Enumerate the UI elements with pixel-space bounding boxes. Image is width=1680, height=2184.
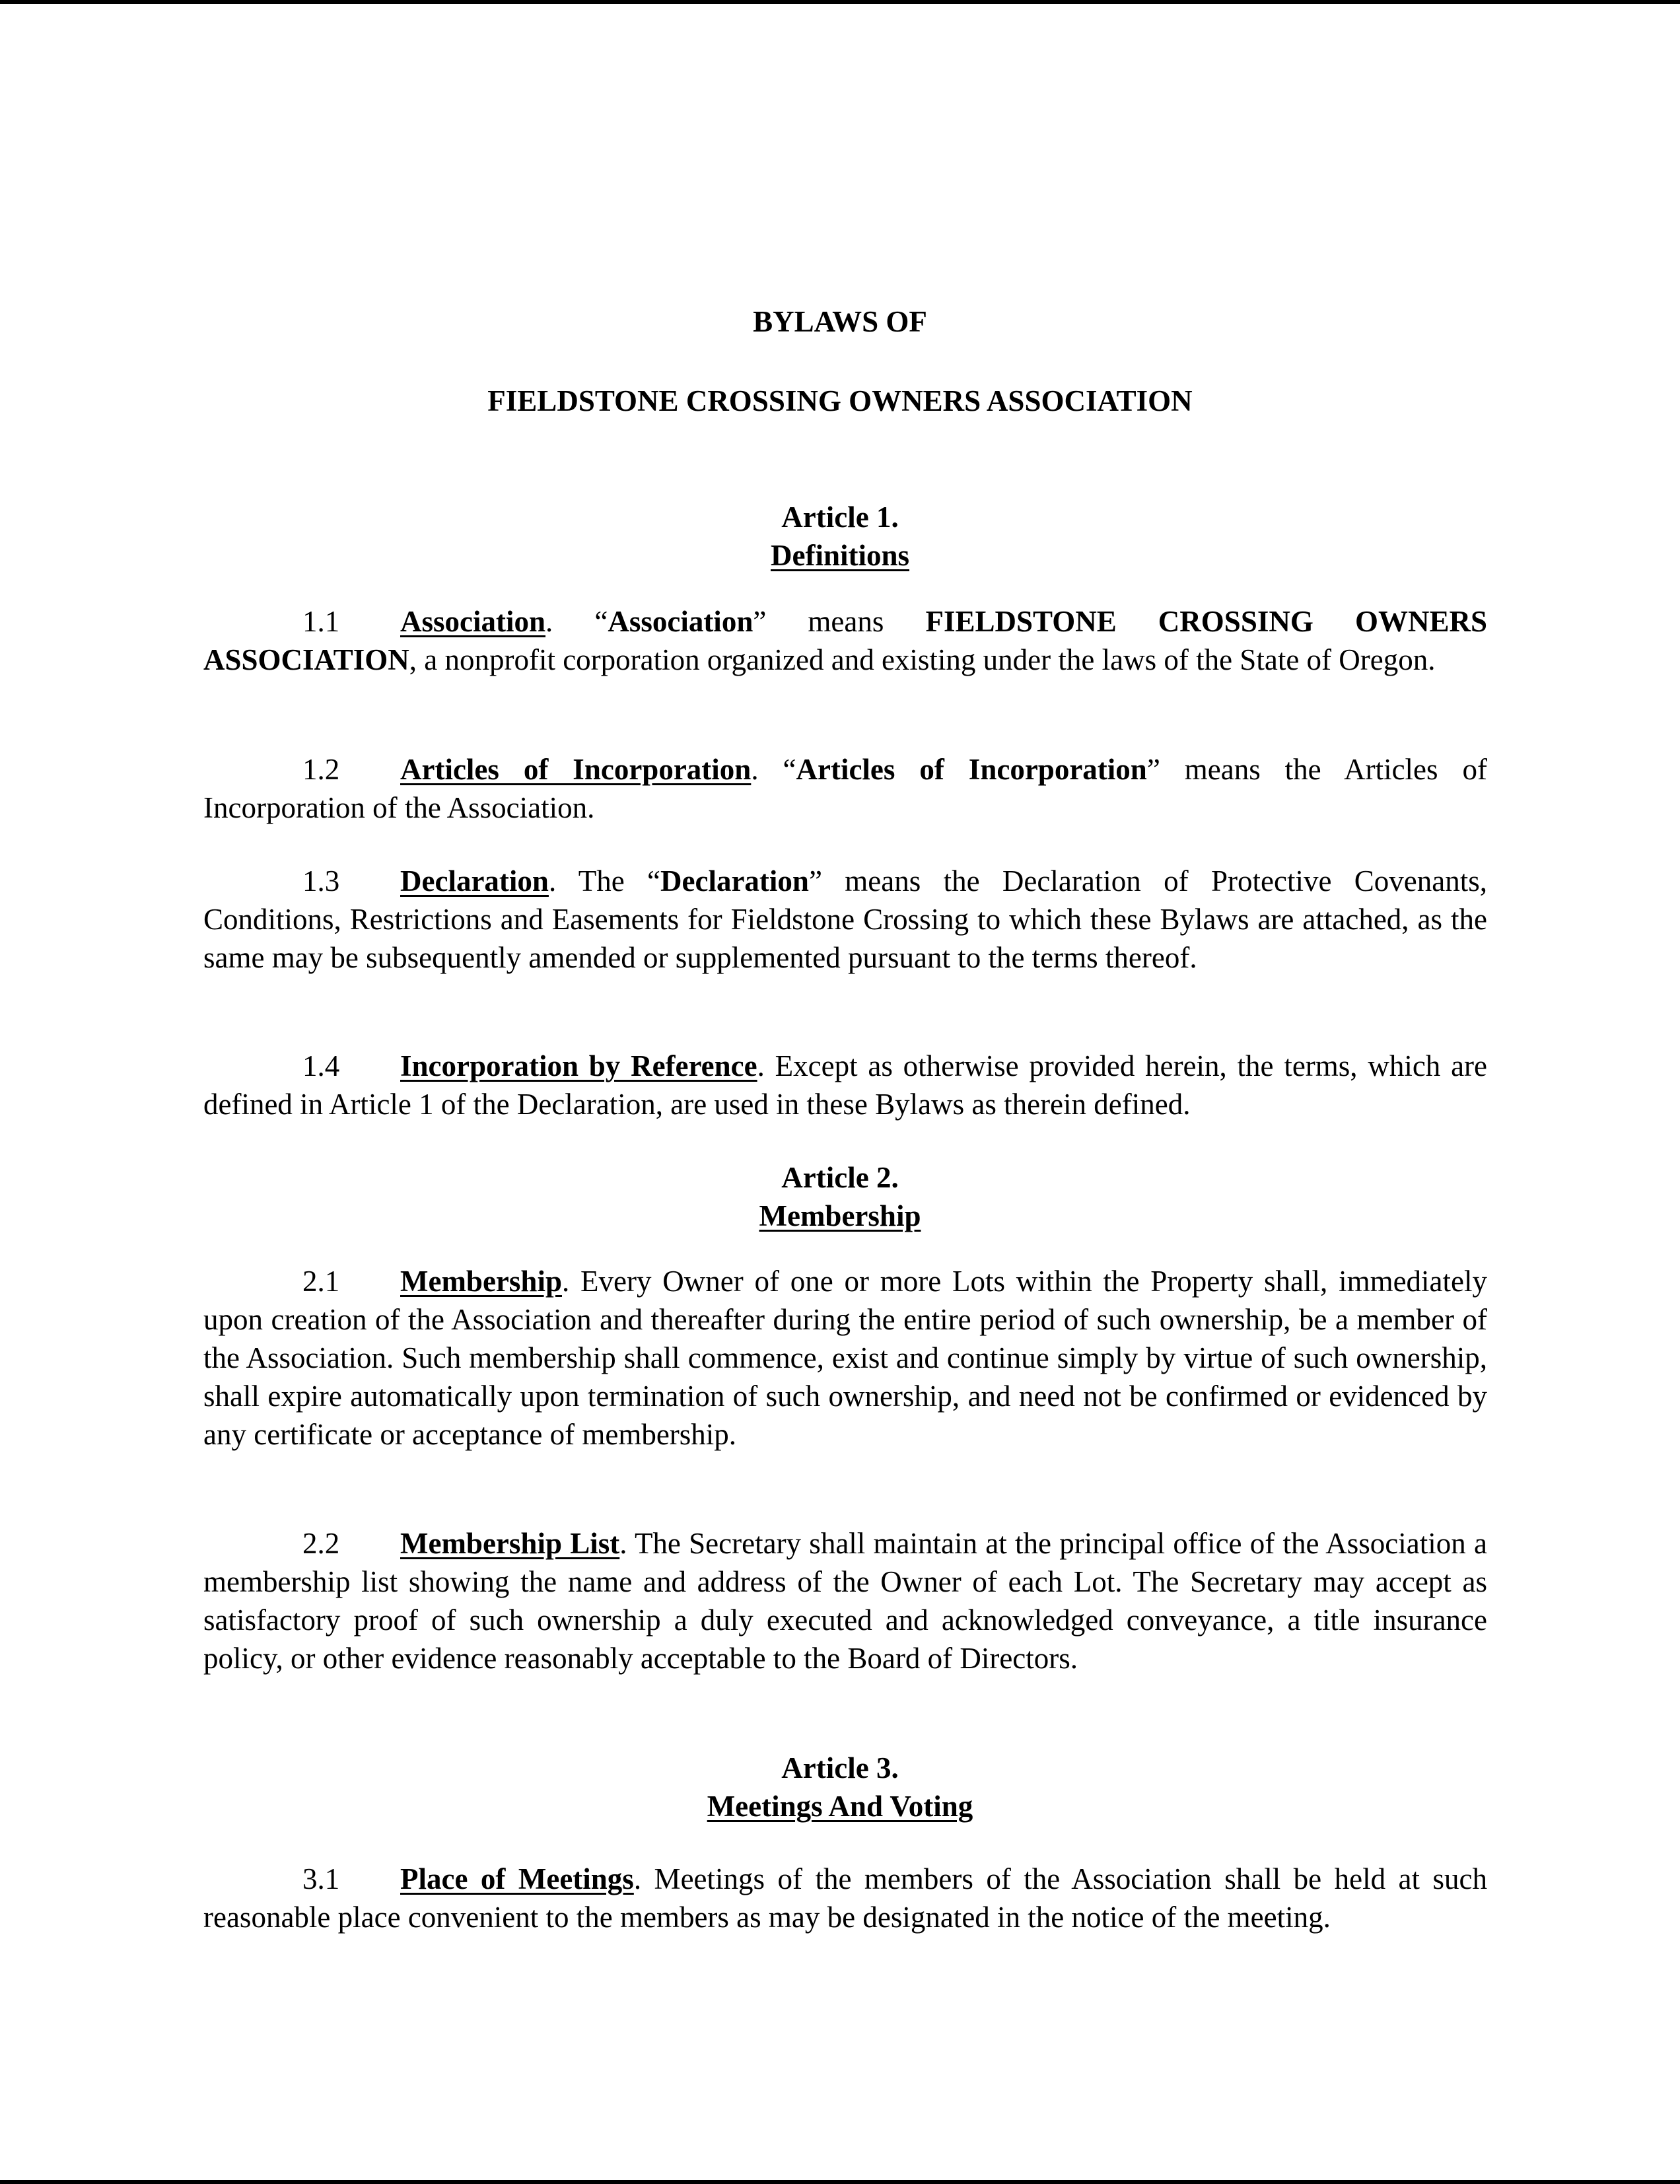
section-text: ” means: [753, 605, 926, 638]
section-text: . The Secretary shall maintain at the principal office of the Association a membership list showing the name and address of the Owner of each Lot. The Secretary may accept as satisfactory proof of such ownership a duly executed and acknowledged conveyance, a title insurance policy, or other evidence reasonably acceptable to the Board of Directors.: [203, 1527, 1487, 1675]
section-text: . Meetings of the members of the Association shall be held at such reasonable place convenient to the members as may be designated in the notice of the meeting.: [203, 1862, 1487, 1934]
association-name: FIELDSTONE CROSSING OWNERS ASSOCIATION: [203, 605, 1487, 676]
section-heading: Association: [400, 605, 546, 638]
section-text: . “: [751, 753, 796, 786]
section-number: 2.2: [302, 1527, 340, 1560]
article-number: Article 1.: [781, 501, 899, 534]
document-title-line-1: BYLAWS OF: [753, 305, 927, 338]
section-number: 1.1: [302, 605, 340, 638]
section-number: 1.2: [302, 753, 340, 786]
defined-term: Association: [608, 605, 753, 638]
section-1-1: [203, 602, 1487, 679]
defined-term: Articles of Incorporation: [796, 753, 1147, 786]
document-title-line-2: FIELDSTONE CROSSING OWNERS ASSOCIATION: [487, 384, 1193, 417]
section-heading: Membership List: [400, 1527, 620, 1560]
section-number: 2.1: [302, 1265, 340, 1298]
section-text: . Every Owner of one or more Lots within the Property shall, immediately upon creation of the Association and thereafter during the entire period of such ownership, be a member of the Association. Such membership shall commence, exist and continue simply by virtue of such ownership, shall expire automatically upon termination of such ownership, and need not be confirmed or evidenced by any certificate or acceptance of membership.: [203, 1265, 1487, 1451]
article-number: Article 3.: [781, 1751, 899, 1784]
section-2-2: [203, 1524, 1487, 1677]
section-text: . Except as otherwise provided herein, the terms, which are defined in Article 1 of the Declaration, are used in these Bylaws as therein defined.: [203, 1049, 1487, 1121]
article-3-heading: [0, 1749, 1680, 1825]
section-number: 1.4: [302, 1049, 340, 1082]
section-1-3: [203, 862, 1487, 977]
section-2-1: [203, 1262, 1487, 1454]
section-heading: Place of Meetings: [400, 1862, 634, 1895]
section-heading: Membership: [400, 1265, 562, 1298]
section-text: ” means the Declaration of Protective Covenants, Conditions, Restrictions and Easements for Fieldstone Crossing to which these Bylaws are attached, as the same may be subsequently amended or supplemented pursuant to the terms thereof.: [203, 864, 1487, 974]
section-heading: Declaration: [400, 864, 549, 898]
section-text: . The “: [548, 864, 661, 898]
article-name: Definitions: [770, 539, 909, 572]
section-heading: Incorporation by Reference: [400, 1049, 757, 1082]
section-text: ” means the Articles of Incorporation of the Association.: [203, 753, 1487, 824]
article-name: Meetings And Voting: [707, 1790, 973, 1823]
section-text: , a nonprofit corporation organized and existing under the laws of the State of Oregon.: [409, 643, 1436, 676]
section-text: . “: [545, 605, 608, 638]
section-number: 1.3: [302, 864, 340, 898]
section-1-4: [203, 1047, 1487, 1123]
section-number: 3.1: [302, 1862, 340, 1895]
section-3-1: [203, 1860, 1487, 1936]
article-1-heading: [0, 498, 1680, 575]
article-name: Membership: [759, 1199, 921, 1232]
article-number: Article 2.: [781, 1161, 899, 1194]
defined-term: Declaration: [660, 864, 809, 898]
article-2-heading: [0, 1158, 1680, 1235]
section-heading: Articles of Incorporation: [400, 753, 752, 786]
section-1-2: [203, 750, 1487, 827]
